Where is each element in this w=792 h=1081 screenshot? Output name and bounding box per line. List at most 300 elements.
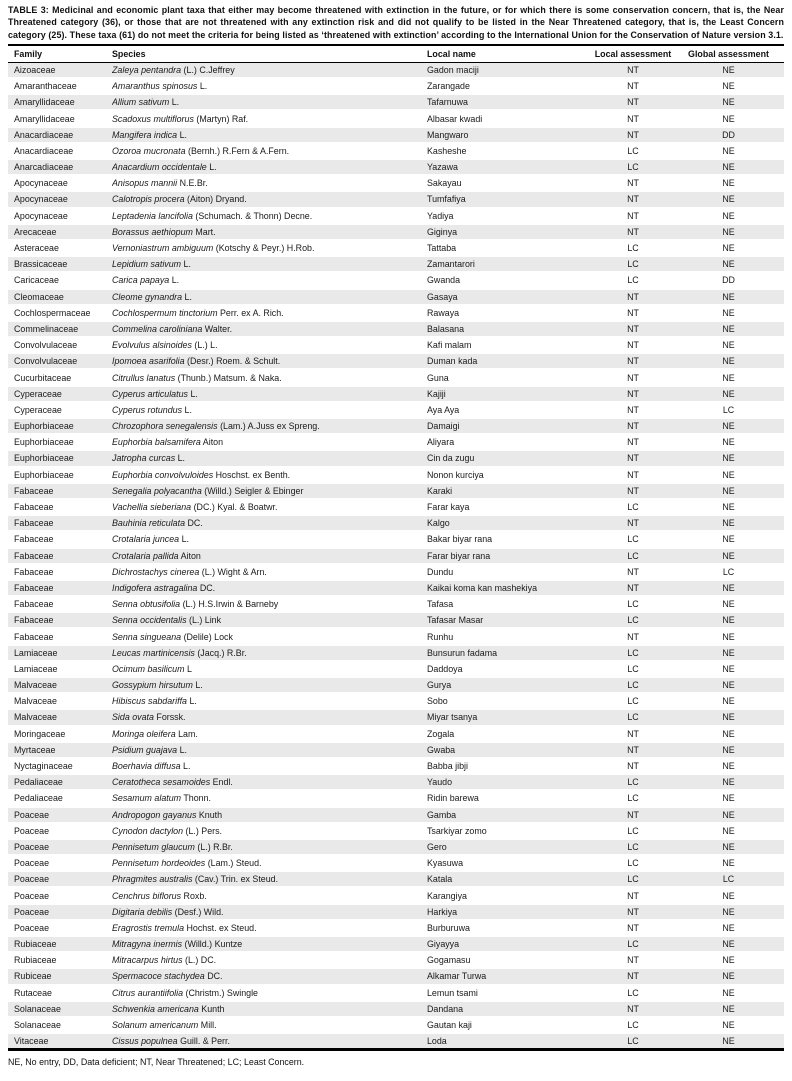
species-name: Leptadenia lancifolia [112, 210, 193, 221]
species-cell [112, 758, 427, 774]
table-row [8, 758, 784, 774]
species-authority: (Desf.) Wild. [174, 906, 224, 917]
species-cell [112, 1001, 427, 1017]
global-assessment-cell: NE [673, 548, 784, 564]
species-cell [112, 693, 427, 709]
species-name: Boerhavia diffusa [112, 761, 181, 772]
table-row [8, 386, 784, 402]
species-cell [112, 418, 427, 434]
global-assessment-cell: NE [673, 1033, 784, 1050]
global-assessment-cell: NE [673, 434, 784, 450]
family-cell: Poaceae [8, 904, 112, 920]
plant-taxa-table [8, 44, 784, 1051]
local-name-cell: Harkiya [427, 904, 593, 920]
table-row [8, 564, 784, 580]
species-cell [112, 742, 427, 758]
local-name-cell: Kaikai koma kan mashekiya [427, 580, 593, 596]
global-assessment-cell: NE [673, 450, 784, 466]
species-cell [112, 855, 427, 871]
species-name: Mitragyna inermis [112, 939, 183, 950]
local-assessment-cell: NT [593, 515, 673, 531]
species-name: Vernoniastrum ambiguum [112, 243, 214, 254]
species-cell [112, 968, 427, 984]
species-authority: (L.) C.Jeffrey [183, 64, 235, 75]
family-cell: Convolvulaceae [8, 337, 112, 353]
species-authority: (L.) DC. [185, 955, 217, 966]
family-cell: Rubiceae [8, 968, 112, 984]
global-assessment-cell: NE [673, 1017, 784, 1033]
family-cell: Fabaceae [8, 515, 112, 531]
family-cell: Fabaceae [8, 548, 112, 564]
global-assessment-cell: NE [673, 726, 784, 742]
local-assessment-cell: NT [593, 904, 673, 920]
species-cell [112, 386, 427, 402]
species-cell [112, 1033, 427, 1050]
species-cell [112, 110, 427, 126]
local-assessment-cell: NT [593, 434, 673, 450]
global-assessment-cell: NE [673, 628, 784, 644]
species-authority: DC. [187, 518, 203, 529]
species-name: Calotropis procera [112, 194, 185, 205]
species-name: Senna occidentalis [112, 615, 187, 626]
species-cell [112, 369, 427, 385]
species-cell [112, 305, 427, 321]
local-name-cell: Gautan kaji [427, 1017, 593, 1033]
global-assessment-cell: NE [673, 774, 784, 790]
family-cell: Poaceae [8, 807, 112, 823]
species-authority: (L.) Link [188, 615, 222, 626]
species-name: Schwenkia americana [112, 1003, 199, 1014]
table-row [8, 531, 784, 547]
species-authority: L. [179, 744, 187, 755]
species-authority: L. [209, 162, 217, 173]
global-assessment-cell: NE [673, 78, 784, 94]
global-assessment-cell: NE [673, 855, 784, 871]
family-cell: Poaceae [8, 920, 112, 936]
global-assessment-cell: NE [673, 191, 784, 207]
species-name: Allium sativum [112, 97, 170, 108]
global-assessment-cell: NE [673, 1001, 784, 1017]
global-assessment-cell: NE [673, 483, 784, 499]
species-cell [112, 127, 427, 143]
local-assessment-cell: LC [593, 677, 673, 693]
local-assessment-cell: NT [593, 1001, 673, 1017]
species-name: Psidium guajava [112, 744, 178, 755]
local-name-cell: Gogamasu [427, 952, 593, 968]
family-cell: Moringaceae [8, 726, 112, 742]
global-assessment-cell: NE [673, 337, 784, 353]
species-authority: Forssk. [156, 712, 186, 723]
local-name-cell: Burburuwa [427, 920, 593, 936]
table-row [8, 467, 784, 483]
species-name: Chrozophora senegalensis [112, 421, 218, 432]
species-name: Cyperus rotundus [112, 404, 183, 415]
table-row [8, 548, 784, 564]
global-assessment-cell: NE [673, 839, 784, 855]
species-authority: Aiton [180, 550, 201, 561]
species-name: Vachellia sieberiana [112, 502, 192, 513]
local-assessment-cell: LC [593, 693, 673, 709]
table-row [8, 94, 784, 110]
local-name-cell: Gwaba [427, 742, 593, 758]
global-assessment-cell: NE [673, 240, 784, 256]
species-authority: L. [190, 388, 198, 399]
table-row [8, 337, 784, 353]
species-authority: N.E.Br. [179, 178, 208, 189]
local-name-cell: Balasana [427, 321, 593, 337]
local-assessment-cell: NT [593, 289, 673, 305]
global-assessment-cell: NE [673, 790, 784, 806]
species-cell [112, 515, 427, 531]
local-assessment-cell: LC [593, 774, 673, 790]
species-authority: (Lam.) Steud. [207, 858, 262, 869]
global-assessment-cell: NE [673, 369, 784, 385]
table-body [8, 62, 784, 1049]
local-assessment-cell: LC [593, 790, 673, 806]
species-name: Anisopus mannii [112, 178, 178, 189]
local-name-cell: Ridin barewa [427, 790, 593, 806]
species-cell [112, 450, 427, 466]
species-name: Scadoxus multiflorus [112, 113, 194, 124]
species-authority: (Bernh.) R.Fern & A.Fern. [187, 145, 290, 156]
species-authority: L. [189, 696, 197, 707]
species-authority: (Desr.) Roem. & Schult. [187, 356, 281, 367]
species-cell [112, 920, 427, 936]
global-assessment-cell: LC [673, 871, 784, 887]
global-assessment-cell: NE [673, 110, 784, 126]
global-assessment-cell: NE [673, 208, 784, 224]
species-cell [112, 240, 427, 256]
global-assessment-cell: NE [673, 596, 784, 612]
family-cell: Convolvulaceae [8, 353, 112, 369]
global-assessment-cell: NE [673, 321, 784, 337]
species-authority: (L.) L. [194, 340, 218, 351]
local-name-cell: Sakayau [427, 175, 593, 191]
family-cell: Rutaceae [8, 985, 112, 1001]
species-name: Senegalia polyacantha [112, 485, 202, 496]
family-cell: Fabaceae [8, 499, 112, 515]
species-authority: (Jacq.) R.Br. [197, 647, 247, 658]
species-cell [112, 839, 427, 855]
family-cell: Poaceae [8, 823, 112, 839]
family-cell: Apocynaceae [8, 191, 112, 207]
local-name-cell: Gwanda [427, 272, 593, 288]
local-name-cell: Bunsurun fadama [427, 645, 593, 661]
global-assessment-cell: NE [673, 467, 784, 483]
global-assessment-cell: NE [673, 920, 784, 936]
table-row [8, 807, 784, 823]
species-cell [112, 774, 427, 790]
table-row [8, 450, 784, 466]
table-row [8, 191, 784, 207]
species-name: Moringa oleifera [112, 728, 176, 739]
species-authority: Mart. [195, 226, 216, 237]
species-cell [112, 402, 427, 418]
local-name-cell: Dundu [427, 564, 593, 580]
species-cell [112, 807, 427, 823]
local-assessment-cell: LC [593, 548, 673, 564]
species-authority: L. [171, 275, 180, 286]
species-cell [112, 726, 427, 742]
species-authority: Lam. [178, 728, 198, 739]
species-name: Ocimum basilicum [112, 663, 185, 674]
table-row [8, 240, 784, 256]
species-cell [112, 645, 427, 661]
species-cell [112, 175, 427, 191]
species-name: Dichrostachys cinerea [112, 566, 200, 577]
table-row [8, 127, 784, 143]
species-authority: L. [171, 97, 180, 108]
global-assessment-cell: NE [673, 904, 784, 920]
family-cell: Rubiaceae [8, 952, 112, 968]
local-assessment-cell: NT [593, 175, 673, 191]
local-assessment-cell: NT [593, 78, 673, 94]
local-assessment-cell: LC [593, 823, 673, 839]
species-authority: DC. [199, 582, 216, 593]
species-name: Ozoroa mucronata [112, 145, 186, 156]
local-name-cell: Yazawa [427, 159, 593, 175]
species-cell [112, 499, 427, 515]
species-name: Euphorbia convolvuloides [112, 469, 214, 480]
global-assessment-cell: NE [673, 742, 784, 758]
family-cell: Lamiaceae [8, 645, 112, 661]
species-authority: (L.) H.S.Irwin & Barneby [182, 599, 279, 610]
global-assessment-cell: NE [673, 531, 784, 547]
species-authority: L. [199, 81, 208, 92]
species-authority: Mill. [200, 1020, 217, 1031]
local-assessment-cell: NT [593, 628, 673, 644]
family-cell: Amaryllidaceae [8, 94, 112, 110]
table-row [8, 272, 784, 288]
species-authority: (Delile) Lock [183, 631, 233, 642]
local-assessment-cell: NT [593, 726, 673, 742]
family-cell: Cleomaceae [8, 289, 112, 305]
global-assessment-cell: NE [673, 62, 784, 78]
species-authority: (L.) Pers. [185, 825, 223, 836]
local-assessment-cell: NT [593, 920, 673, 936]
local-name-cell: Miyar tsanya [427, 709, 593, 725]
table-row [8, 871, 784, 887]
species-cell [112, 353, 427, 369]
local-name-cell: Gasaya [427, 289, 593, 305]
family-cell: Anacardiaceae [8, 143, 112, 159]
species-name: Cenchrus biflorus [112, 890, 182, 901]
table-row [8, 1017, 784, 1033]
family-cell: Pedaliaceae [8, 774, 112, 790]
local-name-cell: Aliyara [427, 434, 593, 450]
table-row [8, 143, 784, 159]
global-assessment-cell: NE [673, 807, 784, 823]
local-assessment-cell: NT [593, 483, 673, 499]
global-assessment-cell: NE [673, 159, 784, 175]
species-authority: Perr. ex A. Rich. [220, 307, 284, 318]
species-name: Cynodon dactylon [112, 825, 184, 836]
species-authority: L. [183, 259, 191, 270]
local-assessment-cell: LC [593, 272, 673, 288]
table-row [8, 434, 784, 450]
family-cell: Lamiaceae [8, 661, 112, 677]
local-name-cell: Sobo [427, 693, 593, 709]
family-cell: Apocynaceae [8, 208, 112, 224]
global-assessment-cell: NE [673, 175, 784, 191]
local-name-cell: Damaigi [427, 418, 593, 434]
local-assessment-cell: LC [593, 645, 673, 661]
table-row [8, 693, 784, 709]
table-row [8, 823, 784, 839]
species-name: Senna singueana [112, 631, 182, 642]
col-header-family: Family [8, 45, 112, 63]
species-cell [112, 94, 427, 110]
col-header-local-name: Local name [427, 45, 593, 63]
local-name-cell: Karaki [427, 483, 593, 499]
local-assessment-cell: NT [593, 968, 673, 984]
species-cell [112, 321, 427, 337]
family-cell: Malvaceae [8, 677, 112, 693]
species-name: Jatropha curcas [112, 453, 176, 464]
local-name-cell: Katala [427, 871, 593, 887]
family-cell: Fabaceae [8, 628, 112, 644]
global-assessment-cell: NE [673, 709, 784, 725]
species-authority: Roxb. [183, 890, 207, 901]
family-cell: Cucurbitaceae [8, 369, 112, 385]
table-header [8, 45, 784, 63]
local-name-cell: Farar biyar rana [427, 548, 593, 564]
family-cell: Euphorbiaceae [8, 450, 112, 466]
local-name-cell: Duman kada [427, 353, 593, 369]
global-assessment-cell: NE [673, 823, 784, 839]
local-name-cell: Kafi malam [427, 337, 593, 353]
table-row [8, 175, 784, 191]
species-name: Senna obtusifolia [112, 599, 181, 610]
family-cell: Fabaceae [8, 596, 112, 612]
local-assessment-cell: LC [593, 596, 673, 612]
species-authority: Aiton [202, 437, 224, 448]
local-assessment-cell: LC [593, 256, 673, 272]
local-name-cell: Tattaba [427, 240, 593, 256]
species-name: Spermacoce stachydea [112, 971, 205, 982]
species-name: Amaranthus spinosus [112, 81, 198, 92]
table-caption: TABLE 3: Medicinal and economic plant taxa that either may become threatened with extinction in the future, or for which there is some conservation concern, that is, the Near Threatened category (36), or those that are not threatened with any extinction risk and did not qualify to be listed in the Near Threatened category, that is, the Least Concern category (25). These taxa (61) do not meet the criteria for being listed as ‘threatened with extinction’ according to the International Union for the Conservation of Nature version 3.1. [8, 5, 784, 40]
table-row [8, 208, 784, 224]
family-cell: Nyctaginaceae [8, 758, 112, 774]
global-assessment-cell: LC [673, 402, 784, 418]
local-name-cell: Kajiji [427, 386, 593, 402]
family-cell: Fabaceae [8, 531, 112, 547]
local-assessment-cell: NT [593, 224, 673, 240]
local-name-cell: Loda [427, 1033, 593, 1050]
table-row [8, 920, 784, 936]
species-authority: (L.) Wight & Arn. [201, 566, 267, 577]
global-assessment-cell: NE [673, 677, 784, 693]
local-assessment-cell: LC [593, 985, 673, 1001]
species-name: Leucas martinicensis [112, 647, 195, 658]
local-assessment-cell: NT [593, 580, 673, 596]
local-name-cell: Gurya [427, 677, 593, 693]
local-name-cell: Dandana [427, 1001, 593, 1017]
species-name: Cochlospermum tinctorium [112, 307, 218, 318]
table-row [8, 499, 784, 515]
local-name-cell: Gero [427, 839, 593, 855]
global-assessment-cell: NE [673, 515, 784, 531]
species-cell [112, 564, 427, 580]
local-assessment-cell: NT [593, 564, 673, 580]
family-cell: Fabaceae [8, 564, 112, 580]
local-name-cell: Kyasuwa [427, 855, 593, 871]
species-cell [112, 434, 427, 450]
local-assessment-cell: NT [593, 337, 673, 353]
species-authority: (Schumach. & Thonn) Decne. [195, 210, 313, 221]
global-assessment-cell: NE [673, 645, 784, 661]
global-assessment-cell: NE [673, 580, 784, 596]
local-name-cell: Tsarkiyar zomo [427, 823, 593, 839]
species-name: Commelina caroliniana [112, 323, 203, 334]
species-name: Mitracarpus hirtus [112, 955, 183, 966]
species-authority: L. [184, 404, 192, 415]
local-assessment-cell: NT [593, 402, 673, 418]
global-assessment-cell: NE [673, 94, 784, 110]
global-assessment-cell: NE [673, 758, 784, 774]
table-row [8, 887, 784, 903]
table-row [8, 1001, 784, 1017]
species-authority: (Willd.) Kuntze [184, 939, 243, 950]
col-header-species: Species [112, 45, 427, 63]
local-name-cell: Kalgo [427, 515, 593, 531]
global-assessment-cell: NE [673, 418, 784, 434]
family-cell: Euphorbiaceae [8, 467, 112, 483]
species-authority: L. [181, 534, 189, 545]
local-name-cell: Yadiya [427, 208, 593, 224]
species-cell [112, 191, 427, 207]
species-cell [112, 62, 427, 78]
species-cell [112, 790, 427, 806]
species-authority: (Lam.) A.Juss ex Spreng. [220, 421, 320, 432]
species-cell [112, 628, 427, 644]
local-assessment-cell: LC [593, 936, 673, 952]
header-row [8, 45, 784, 63]
local-name-cell: Cin da zugu [427, 450, 593, 466]
family-cell: Poaceae [8, 839, 112, 855]
species-authority: DC. [207, 971, 223, 982]
table-row [8, 936, 784, 952]
species-name: Citrus aurantiifolia [112, 987, 184, 998]
species-name: Solanum americanum [112, 1020, 199, 1031]
local-name-cell: Karangiya [427, 887, 593, 903]
species-cell [112, 596, 427, 612]
species-authority: (DC.) Kyal. & Boatwr. [193, 502, 278, 513]
local-assessment-cell: LC [593, 531, 673, 547]
species-name: Evolvulus alsinoides [112, 340, 192, 351]
family-cell: Fabaceae [8, 483, 112, 499]
table-row [8, 855, 784, 871]
species-cell [112, 337, 427, 353]
species-authority: (Aiton) Dryand. [186, 194, 247, 205]
table-row [8, 839, 784, 855]
family-cell: Vitaceae [8, 1033, 112, 1050]
table-row [8, 353, 784, 369]
species-name: Sida ovata [112, 712, 154, 723]
species-name: Lepidium sativum [112, 259, 182, 270]
species-cell [112, 289, 427, 305]
table-row [8, 726, 784, 742]
species-cell [112, 823, 427, 839]
local-name-cell: Alkamar Turwa [427, 968, 593, 984]
species-cell [112, 224, 427, 240]
local-name-cell: Bakar biyar rana [427, 531, 593, 547]
species-cell [112, 871, 427, 887]
species-name: Pennisetum glaucum [112, 841, 195, 852]
local-assessment-cell: NT [593, 758, 673, 774]
local-name-cell: Lemun tsami [427, 985, 593, 1001]
